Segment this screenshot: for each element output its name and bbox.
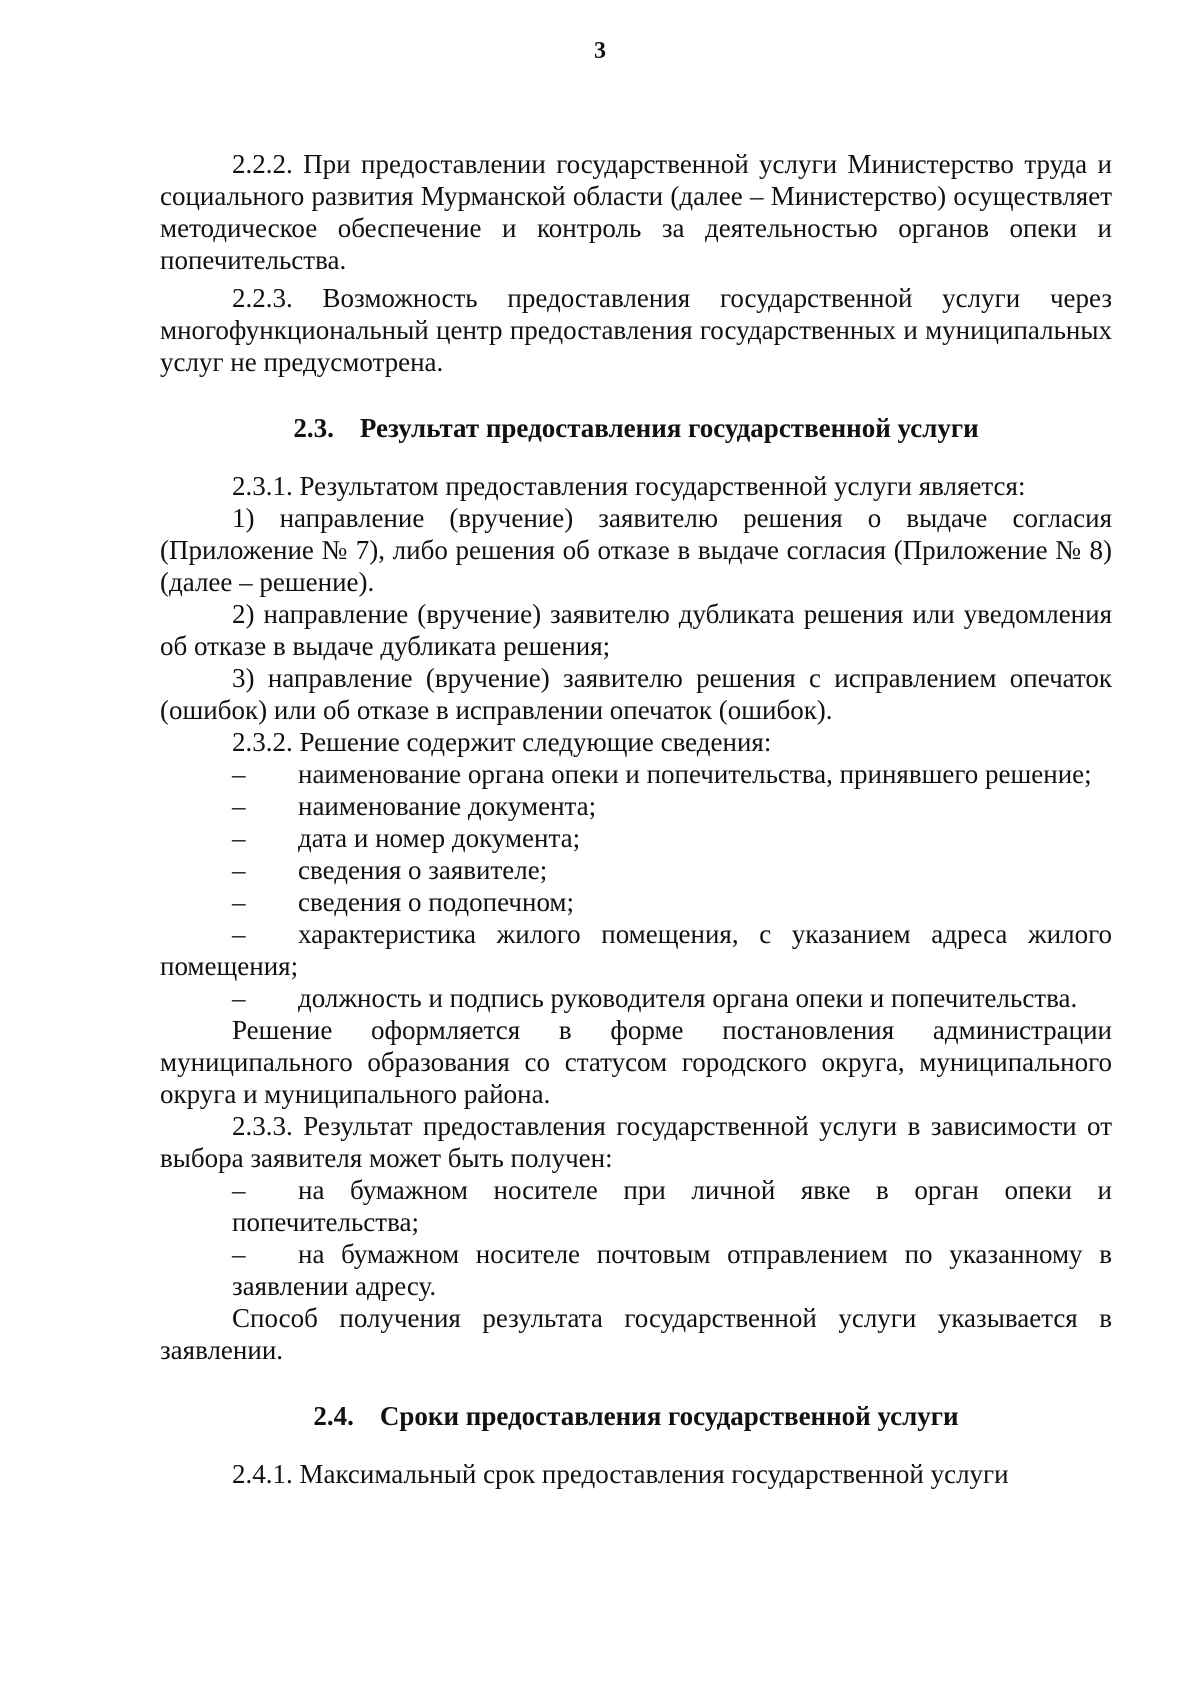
list-item: – дата и номер документа; xyxy=(232,823,581,853)
page-number: 3 xyxy=(594,38,606,64)
paragraph-2-2-2: 2.2.2. При предоставлении государственной услуги Министерство труда и социального развития Мурманской области (далее – Министерство) осуществляет методическое обеспечение и контроль за деятельностью органов опеки и попечительства. xyxy=(160,149,1112,275)
paragraph-receipt-method: Способ получения результата государственной услуги указывается в заявлении. xyxy=(160,1303,1112,1365)
section-title: Сроки предоставления государственной услуги xyxy=(379,1401,959,1431)
list-item: – должность и подпись руководителя органа опеки и попечительства. xyxy=(232,983,1078,1013)
section-heading-2-3 xyxy=(160,412,1112,444)
paragraph-2-4-1: 2.4.1. Максимальный срок предоставления государственной услуги xyxy=(232,1459,1009,1489)
list-item: – на бумажном носителе при личной явке в орган опеки и попечительства; xyxy=(232,1175,1112,1237)
section-number: 2.4. xyxy=(313,1401,354,1431)
paragraph-2-3-2: 2.3.2. Решение содержит следующие сведения: xyxy=(232,727,772,757)
paragraph-decision-form: Решение оформляется в форме постановления администрации муниципального образования со статусом городского округа, муниципального округа и муниципального района. xyxy=(160,1015,1112,1109)
paragraph-2-2-3: 2.2.3. Возможность предоставления государственной услуги через многофункциональный центр предоставления государственных и муниципальных услуг не предусмотрена. xyxy=(160,283,1112,377)
paragraph-2-3-3: 2.3.3. Результат предоставления государственной услуги в зависимости от выбора заявителя может быть получен: xyxy=(160,1111,1112,1173)
list-item: – на бумажном носителе почтовым отправлением по указанному в заявлении адресу. xyxy=(232,1239,1112,1301)
section-heading-2-4 xyxy=(160,1400,1112,1432)
document-body xyxy=(160,148,1112,1490)
list-item-2-3-1-2: 2) направление (вручение) заявителю дубликата решения или уведомления об отказе в выдаче дубликата решения; xyxy=(160,599,1112,661)
list-item: – характеристика жилого помещения, с указанием адреса жилого помещения; xyxy=(160,919,1112,981)
list-item: – наименование органа опеки и попечительства, принявшего решение; xyxy=(232,759,1092,789)
list-item: – сведения о подопечном; xyxy=(232,887,575,917)
list-item-2-3-1-3: 3) направление (вручение) заявителю решения с исправлением опечаток (ошибок) или об отказе в исправлении опечаток (ошибок). xyxy=(160,663,1112,725)
paragraph-2-3-1: 2.3.1. Результатом предоставления государственной услуги является: xyxy=(232,471,1026,501)
list-item: – наименование документа; xyxy=(232,791,597,821)
list-item-2-3-1-1: 1) направление (вручение) заявителю решения о выдаче согласия (Приложение № 7), либо решения об отказе в выдаче согласия (Приложение № 8) (далее – решение). xyxy=(160,503,1112,597)
list-item: – сведения о заявителе; xyxy=(232,855,548,885)
section-number: 2.3. xyxy=(293,413,334,443)
section-title: Результат предоставления государственной услуги xyxy=(359,413,979,443)
